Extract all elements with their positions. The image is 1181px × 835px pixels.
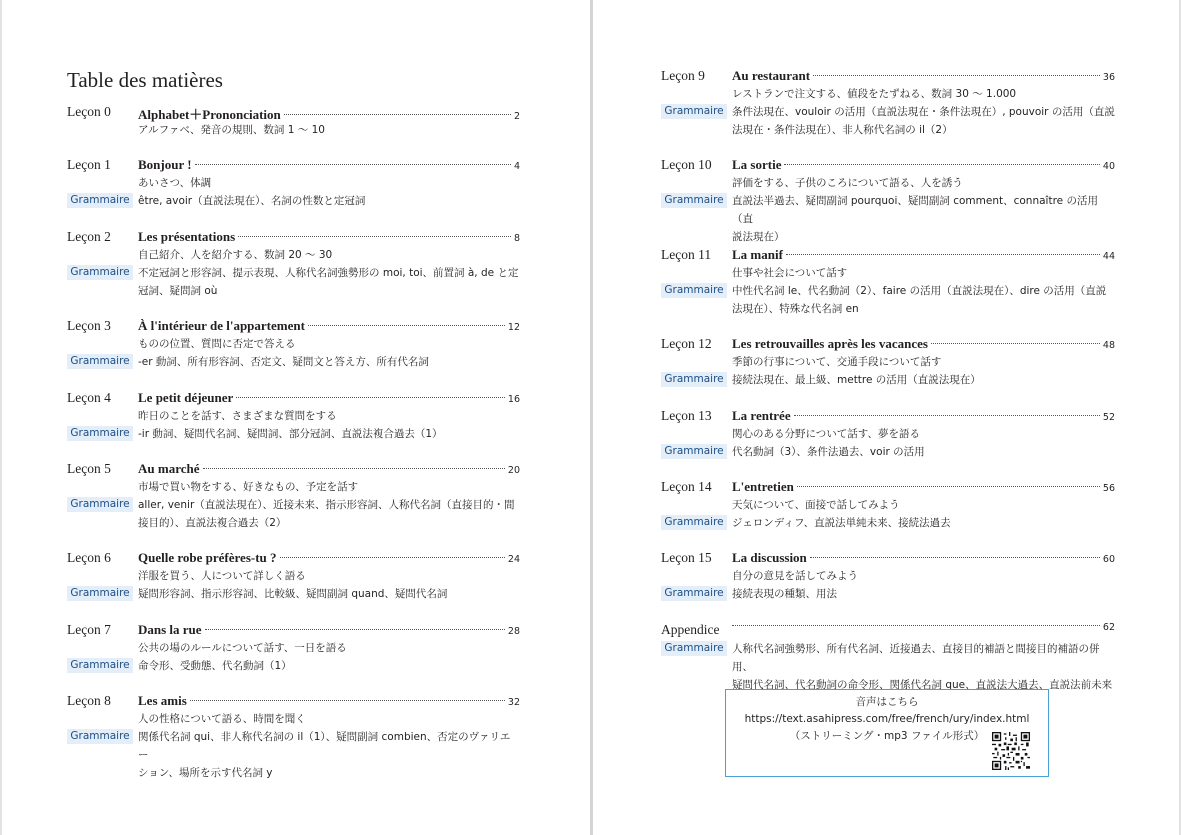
lesson-number: Leçon 12 [661, 336, 712, 351]
page-number: 12 [507, 322, 520, 333]
grammar-line: 中性代名詞 le、代名動詞（2）、faire の活用（直説法現在）、dire の活用（直説 [732, 285, 1107, 297]
lesson-title: Le petit déjeuner [138, 390, 234, 405]
lesson-description: 公共の場のルールについて話す、一日を語る [138, 642, 347, 654]
grammar-line: 疑問形容詞、指示形容詞、比較級、疑問副詞 quand、疑問代名詞 [138, 588, 448, 600]
lesson-number: Leçon 10 [661, 157, 712, 172]
page-number: 16 [507, 394, 520, 405]
grammar-row [67, 353, 520, 371]
page-edge-left [0, 0, 2, 835]
audio-url[interactable]: https://text.asahipress.com/free/french/ury/index.html [744, 713, 1030, 725]
lesson-number: Leçon 6 [67, 550, 111, 565]
grammar-row [67, 585, 520, 603]
lesson-title: Les présentations [138, 229, 236, 244]
grammar-line: -er 動詞、所有形容詞、否定文、疑問文と答え方、所有代名詞 [138, 356, 429, 368]
lesson-title: Au restaurant [732, 68, 811, 83]
grammar-row [661, 103, 1115, 139]
grammar-line: 法現在）、特殊な代名詞 en [732, 303, 859, 315]
leader-dots [238, 236, 511, 237]
leader-dots [308, 325, 505, 326]
grammar-badge: Grammaire [661, 641, 727, 656]
lesson-description: 仕事や社会について話す [732, 267, 848, 279]
lesson-entry[interactable] [661, 336, 1115, 389]
lesson-entry[interactable] [661, 68, 1115, 139]
grammar-line: 接続表現の種類、用法 [732, 588, 837, 600]
lesson-number: Leçon 3 [67, 318, 111, 333]
grammar-badge: Grammaire [67, 586, 133, 601]
lesson-description: レストランで注文する、値段をたずねる、数詞 30 ～ 1.000 [732, 88, 1017, 100]
grammar-line: 冠詞、疑問詞 où [138, 285, 218, 297]
grammar-row [67, 728, 520, 782]
grammar-row [67, 496, 520, 532]
leader-dots [195, 164, 511, 165]
page-number: 28 [507, 626, 520, 637]
lesson-title: La manif [732, 247, 783, 262]
lesson-entry[interactable] [661, 479, 1115, 532]
lesson-entry[interactable] [67, 693, 520, 782]
lesson-description: 市場で買い物をする、好きなもの、予定を話す [138, 481, 359, 493]
grammar-badge: Grammaire [661, 372, 727, 387]
lesson-title: La discussion [732, 550, 807, 565]
lesson-number: Leçon 7 [67, 622, 111, 637]
page-number: 24 [507, 554, 520, 565]
grammar-line: ジェロンディフ、直説法単純未来、接続法過去 [732, 517, 951, 529]
audio-label: 音声はこちら [855, 696, 919, 708]
page-number: 52 [1102, 412, 1115, 423]
lesson-entry[interactable] [67, 390, 520, 443]
appendix-label: Appendice [661, 622, 720, 637]
lesson-title: À l'intérieur de l'appartement [138, 318, 305, 333]
leader-dots [784, 164, 1099, 165]
page-number: 48 [1102, 340, 1115, 351]
leader-dots [284, 114, 511, 115]
lesson-title: Les amis [138, 693, 187, 708]
grammar-line: 代名動詞（3）、条件法過去、voir の活用 [732, 446, 925, 458]
lesson-title: Les retrouvailles après les vacances [732, 336, 928, 351]
grammar-badge: Grammaire [661, 283, 727, 298]
appendix-grammar [661, 640, 1115, 694]
page-number: 8 [513, 233, 520, 244]
grammar-line: 条件法現在、vouloir の活用（直説法現在・条件法現在）, pouvoir の活用（直説 [732, 106, 1115, 118]
grammar-row [661, 514, 1115, 532]
grammar-line: 直説法半過去、疑問副詞 pourquoi、疑問副詞 comment、connaître の活用（直 [732, 195, 1098, 225]
page-number: 40 [1102, 161, 1115, 172]
lesson-number: Leçon 14 [661, 479, 712, 494]
grammar-line: -ir 動詞、疑問代名詞、疑問詞、部分冠詞、直説法複合過去（1） [138, 428, 443, 440]
lesson-entry[interactable] [67, 318, 520, 371]
grammar-line: ション、場所を示す代名詞 y [138, 767, 273, 779]
grammar-badge: Grammaire [67, 497, 133, 512]
leader-dots [810, 557, 1100, 558]
grammar-row [67, 192, 520, 210]
appendix-grammar-line: 人称代名詞強勢形、所有代名詞、近接過去、直接目的補語と間接目的補語の併用、 [732, 643, 1100, 673]
lesson-title: Bonjour ! [138, 157, 192, 172]
lesson-entry[interactable] [67, 550, 520, 603]
page-number: 44 [1102, 251, 1115, 262]
lesson-entry[interactable] [661, 550, 1115, 603]
grammar-line: 説法現在） [732, 231, 785, 243]
appendix-entry[interactable] [661, 622, 1115, 694]
grammar-line: aller, venir（直説法現在）、近接未来、指示形容詞、人称代名詞（直接目的・間 [138, 499, 515, 511]
grammar-badge: Grammaire [67, 426, 133, 441]
grammar-row [661, 371, 1115, 389]
lesson-title: L'entretien [732, 479, 794, 494]
grammar-badge: Grammaire [67, 354, 133, 369]
grammar-badge: Grammaire [661, 515, 727, 530]
lesson-entry[interactable] [661, 408, 1115, 461]
lesson-description: 自分の意見を話してみよう [732, 570, 858, 582]
grammar-badge: Grammaire [67, 193, 133, 208]
grammar-line: 接目的）、直説法複合過去（2） [138, 517, 287, 529]
leader-dots [794, 415, 1100, 416]
lesson-number: Leçon 9 [661, 68, 705, 83]
lesson-title: La rentrée [732, 408, 791, 423]
lesson-description: ものの位置、質問に否定で答える [138, 338, 296, 350]
lesson-entry[interactable] [67, 104, 520, 139]
lesson-entry[interactable] [67, 229, 520, 300]
lesson-title: Alphabet＋Prononciation [138, 107, 281, 122]
lesson-entry[interactable] [67, 461, 520, 532]
lesson-number: Leçon 4 [67, 390, 111, 405]
lesson-number: Leçon 13 [661, 408, 712, 423]
grammar-line: 関係代名詞 qui、非人称代名詞の il（1）、疑問副詞 combien、否定のヴァリエー [138, 731, 511, 761]
leader-dots [786, 254, 1100, 255]
leader-dots [732, 625, 1100, 626]
page-number: 2 [513, 111, 520, 122]
lesson-description: アルファベ、発音の規則、数詞 1 ～ 10 [138, 124, 325, 136]
lesson-entry[interactable] [661, 157, 1115, 246]
lesson-description: 天気について、面接で話してみよう [732, 499, 900, 511]
grammar-row [661, 282, 1115, 318]
audio-format: （ストリーミング・mp3 ファイル形式） [789, 730, 985, 742]
grammar-badge: Grammaire [67, 265, 133, 280]
page-number: 60 [1102, 554, 1115, 565]
lesson-number: Leçon 0 [67, 104, 111, 119]
grammar-row [661, 443, 1115, 461]
leader-dots [931, 343, 1100, 344]
page-number: 36 [1102, 72, 1115, 83]
page-gutter [590, 0, 593, 835]
grammar-row [661, 585, 1115, 603]
lesson-description: 洋服を買う、人について詳しく語る [138, 570, 306, 582]
grammar-badge: Grammaire [67, 729, 133, 744]
lesson-number: Leçon 1 [67, 157, 111, 172]
qr-code-icon[interactable] [992, 732, 1030, 770]
leader-dots [280, 557, 505, 558]
grammar-row [67, 425, 520, 443]
lesson-description: 評価をする、子供のころについて語る、人を誘う [732, 177, 963, 189]
lesson-title: Quelle robe préfères-tu ? [138, 550, 277, 565]
lesson-entry[interactable] [661, 247, 1115, 318]
lesson-description: 昨日のことを話す、さまざまな質問をする [138, 410, 337, 422]
lesson-number: Leçon 11 [661, 247, 712, 262]
page-number: 32 [507, 697, 520, 708]
toc-title: Table des matières [67, 68, 223, 92]
page-number: 20 [507, 465, 520, 476]
lesson-title: La sortie [732, 157, 782, 172]
grammar-line: 法現在・条件法現在）、非人称代名詞の il（2） [732, 124, 953, 136]
lesson-entry[interactable] [67, 157, 520, 210]
grammar-badge: Grammaire [661, 586, 727, 601]
grammar-row [661, 192, 1115, 246]
lesson-title: Au marché [138, 461, 200, 476]
grammar-row [67, 264, 520, 300]
lesson-description: 季節の行事について、交通手段について話す [732, 356, 942, 368]
leader-dots [203, 468, 505, 469]
grammar-row [67, 657, 520, 675]
lesson-description: 自己紹介、人を紹介する、数詞 20 ～ 30 [138, 249, 333, 261]
lesson-number: Leçon 8 [67, 693, 111, 708]
grammar-line: être, avoir（直説法現在）、名詞の性数と定冠詞 [138, 195, 366, 207]
grammar-line: 不定冠詞と形容詞、提示表現、人称代名詞強勢形の moi, toi、前置詞 à, de と定 [138, 267, 519, 279]
lesson-description: 人の性格について語る、時間を聞く [138, 713, 306, 725]
page-number: 56 [1102, 483, 1115, 494]
grammar-line: 命令形、受動態、代名動詞（1） [138, 660, 292, 672]
appendix-grammar-line: 疑問代名詞、代名動詞の命令形、関係代名詞 que、直説法大過去、直説法前未来 [732, 679, 1113, 691]
grammar-badge: Grammaire [661, 444, 727, 459]
lesson-number: Leçon 5 [67, 461, 111, 476]
grammar-badge: Grammaire [661, 193, 727, 208]
page-number: 4 [513, 161, 520, 172]
grammar-line: 接続法現在、最上級、mettre の活用（直説法現在） [732, 374, 981, 386]
leader-dots [205, 629, 505, 630]
lesson-entry[interactable] [67, 622, 520, 675]
lesson-description: 関心のある分野について話す、夢を語る [732, 428, 920, 440]
grammar-badge: Grammaire [661, 104, 727, 119]
grammar-badge: Grammaire [67, 658, 133, 673]
appendix-page: 62 [1102, 622, 1115, 633]
lesson-title: Dans la rue [138, 622, 202, 637]
leader-dots [236, 397, 505, 398]
lesson-number: Leçon 2 [67, 229, 111, 244]
leader-dots [797, 486, 1100, 487]
lesson-number: Leçon 15 [661, 550, 712, 565]
lesson-description: あいさつ、体調 [138, 177, 212, 189]
leader-dots [190, 700, 505, 701]
leader-dots [813, 75, 1100, 76]
